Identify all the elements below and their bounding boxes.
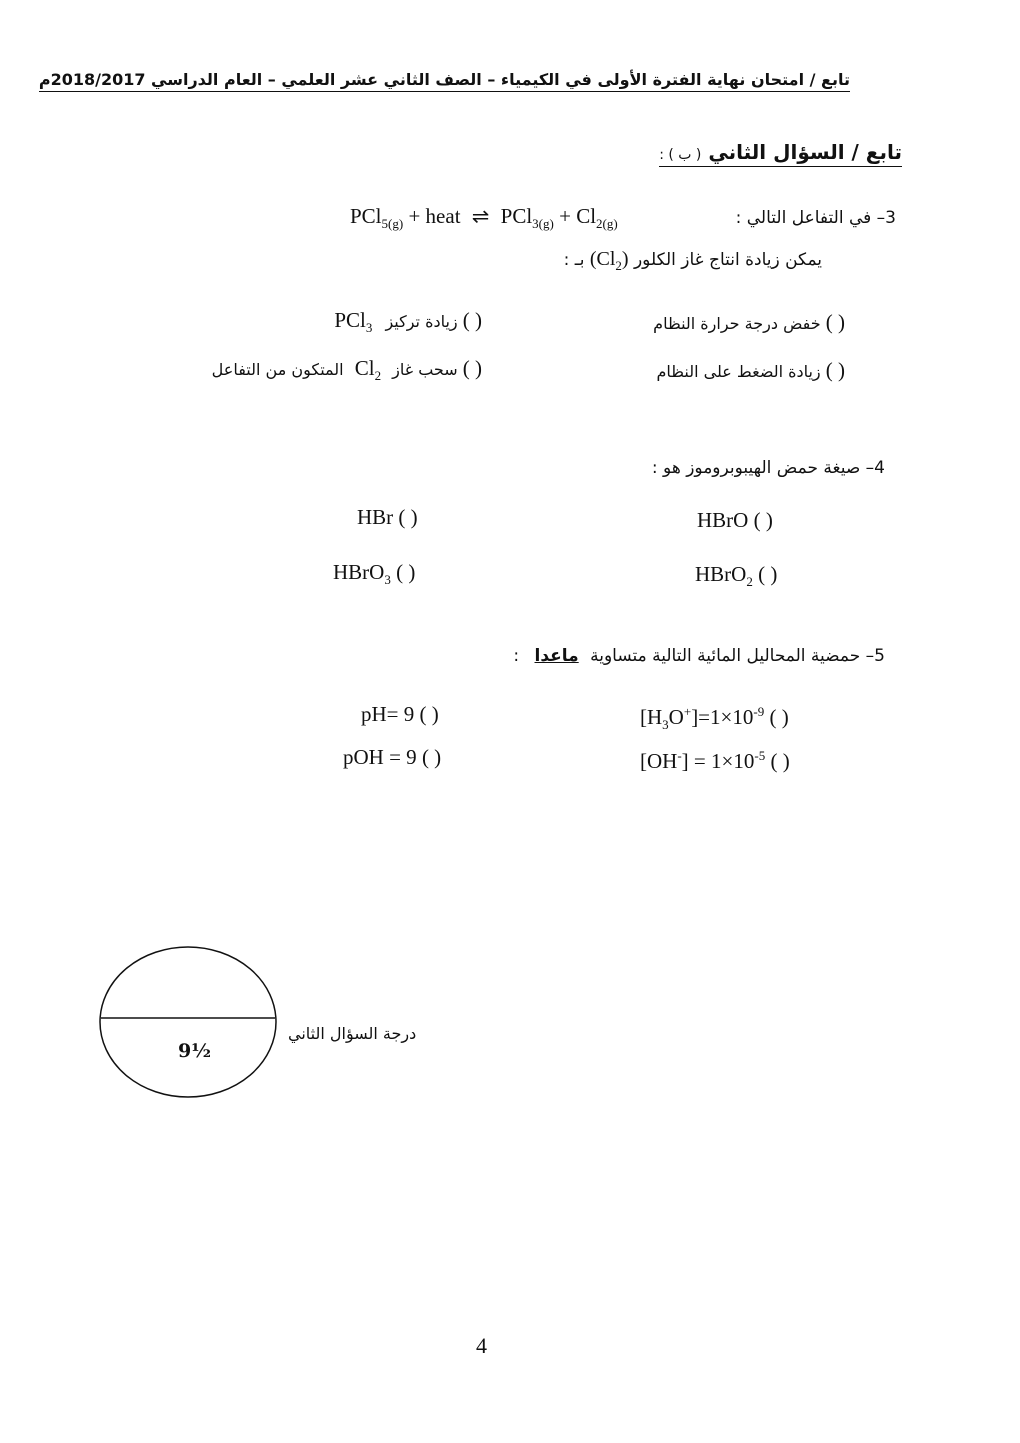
q4-option-hbro3[interactable] (333, 560, 415, 588)
option-text: خفض درجة حرارة النظام (653, 314, 821, 333)
q3-option-3[interactable] (657, 358, 846, 383)
option-chem (334, 308, 373, 336)
option-chem-text: HBr (357, 505, 394, 529)
h3o-charge: + (683, 704, 692, 719)
answer-box[interactable]: ( ) (419, 702, 439, 726)
q4-option-hbr[interactable] (357, 505, 418, 530)
q3-line2 (564, 248, 822, 274)
answer-box[interactable]: ( ) (462, 308, 482, 332)
option-chem-sub: 3 (365, 320, 373, 336)
score-circle (95, 940, 285, 1105)
eq-product1: PCl (500, 204, 533, 228)
eq-plus-heat: + heat (408, 204, 461, 228)
answer-box[interactable]: ( ) (758, 562, 778, 586)
q3-prompt (736, 208, 896, 228)
answer-box[interactable]: ( ) (398, 505, 418, 529)
option-text: زيادة تركيز (385, 312, 458, 331)
option-text: سحب غاز (392, 360, 458, 379)
option-chem-text: HBrO (697, 508, 749, 532)
option-chem-text: pH= 9 (361, 702, 415, 726)
answer-box[interactable]: ( ) (825, 310, 845, 334)
option-chem-sub: 2 (374, 368, 382, 384)
answer-box[interactable]: ( ) (770, 749, 790, 773)
option-text-2: المتكون من التفاعل (211, 360, 344, 379)
q5-option-oh[interactable] (640, 748, 790, 774)
oh-charge: - (677, 748, 682, 763)
eq-product2: Cl (576, 204, 597, 228)
q3-line2-text: يمكن زيادة انتاج غاز الكلور (633, 250, 822, 270)
q3-option-2[interactable] (334, 308, 482, 336)
equilibrium-arrow-icon: ⇌ (471, 204, 490, 228)
option-chem-text: HBrO (333, 560, 385, 584)
q3-option-4[interactable] (212, 356, 482, 384)
eq-product2-sub: 2(g) (596, 216, 618, 232)
q5-option-poh[interactable] (343, 745, 441, 770)
q3-line2-chem-text: (Cl (589, 248, 616, 270)
q5-option-h3o[interactable] (640, 704, 789, 733)
q5-except: ماعدا (534, 646, 579, 666)
answer-box[interactable]: ( ) (769, 705, 789, 729)
score-label: درجة السؤال الثاني (288, 1024, 417, 1043)
q3-line2-chem (589, 248, 629, 273)
oh-value: ] = 1×10 (681, 749, 755, 773)
option-chem-sub: 2 (746, 574, 753, 590)
q3-number: 3– (876, 208, 896, 228)
h3o-o: O (668, 705, 684, 729)
h3o-value: ]=1×10 (691, 705, 754, 729)
q5-prompt (513, 646, 885, 666)
eq-reactant-sub: 5(g) (381, 216, 404, 232)
answer-box[interactable]: ( ) (462, 356, 482, 380)
answer-box[interactable]: ( ) (421, 745, 442, 769)
q3-equation (350, 204, 618, 232)
q3-line2-chem-sub: 2 (615, 258, 622, 273)
q3-prompt-text: في التفاعل التالي : (735, 208, 872, 228)
oh-exponent: -5 (754, 748, 766, 763)
section-title-text: تابع / السؤال الثاني (708, 140, 902, 164)
q3-line2-chem-close: ) (621, 248, 629, 270)
q4-prompt-text: صيغة حمض الهيبوبروموز هو : (651, 458, 861, 478)
option-chem-sub: 3 (384, 572, 391, 588)
section-title (659, 140, 902, 167)
section-part: ( ب ) : (659, 147, 702, 163)
option-chem-text: pOH = 9 (343, 745, 417, 769)
q4-option-hbro[interactable] (697, 508, 773, 533)
q5-number: 5– (865, 646, 885, 666)
q4-prompt (652, 458, 885, 478)
option-chem-text: Cl (354, 356, 375, 380)
option-text: زيادة الضغط على النظام (656, 362, 821, 381)
option-chem-text: HBrO (695, 562, 747, 586)
answer-box[interactable]: ( ) (396, 560, 416, 584)
option-chem-text: PCl (334, 308, 366, 332)
q4-option-hbro2[interactable] (695, 562, 777, 590)
page-number: 4 (476, 1333, 487, 1358)
q3-line2-end: بـ : (563, 250, 585, 270)
q3-option-1[interactable] (653, 310, 845, 335)
answer-box[interactable]: ( ) (753, 508, 773, 532)
eq-plus: + (559, 204, 571, 228)
q4-number: 4– (865, 458, 885, 478)
eq-product1-sub: 3(g) (532, 216, 554, 232)
eq-reactant: PCl (350, 204, 382, 228)
h3o-exponent: -9 (753, 704, 765, 719)
score-value: 9½ (178, 1040, 212, 1062)
q5-colon: : (513, 646, 520, 666)
q5-prompt-text: حمضية المحاليل المائية التالية متساوية (590, 646, 861, 666)
h3o-open: [H (640, 705, 663, 729)
q5-option-ph[interactable] (361, 702, 439, 727)
option-chem (354, 356, 382, 384)
h3o-sub: 3 (662, 717, 669, 733)
oh-open: [OH (640, 749, 678, 773)
answer-box[interactable]: ( ) (825, 358, 845, 382)
exam-header: تابع / امتحان نهاية الفترة الأولى في الكيمياء – الصف الثاني عشر العلمي – العام الدراسي 2018/2017م (39, 70, 850, 92)
